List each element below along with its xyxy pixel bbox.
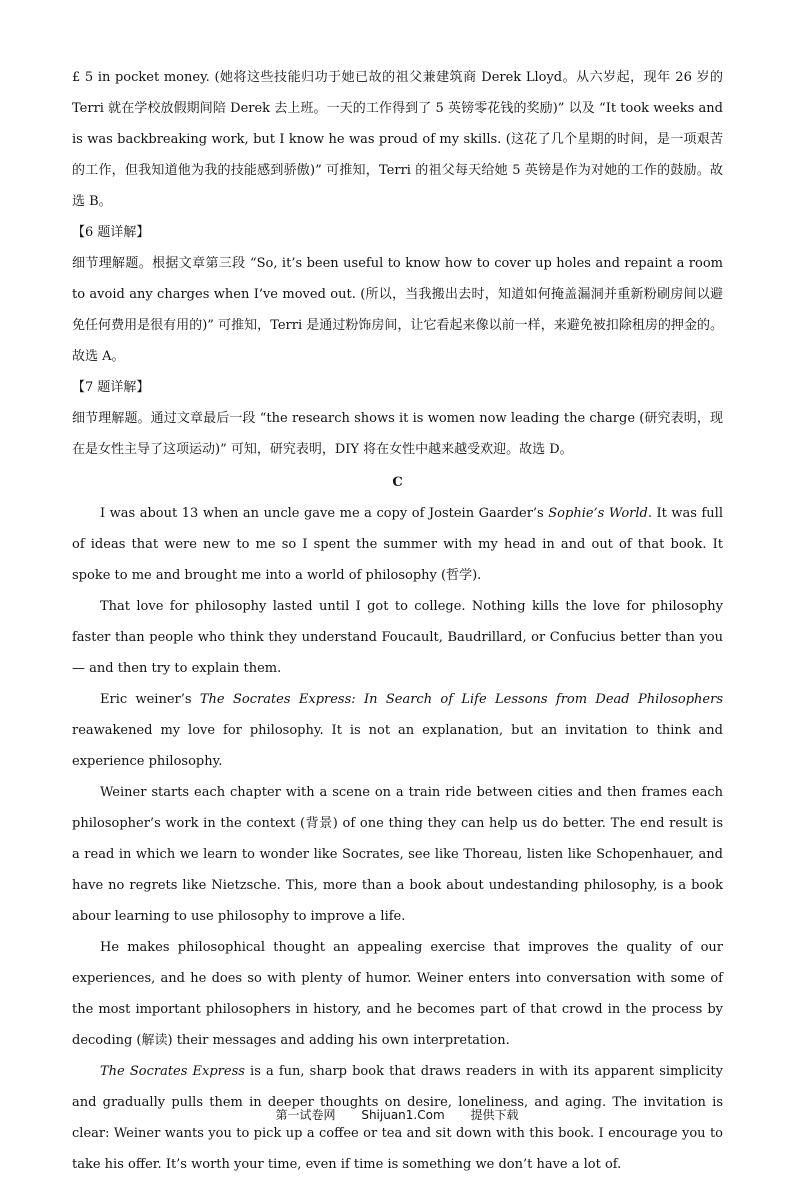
book-title-socrates-express-full: The Socrates Express: In Search of Life Lessons from Dead Philosophers	[199, 692, 723, 707]
footer-site-name: 第一试卷网	[275, 1108, 336, 1122]
book-title-socrates-express: The Socrates Express	[100, 1064, 245, 1079]
question-7-heading: 【7 题详解】	[72, 380, 150, 395]
page-footer	[0, 1106, 794, 1123]
book-title-sophies-world: Sophie’s World	[548, 506, 648, 521]
question-6-explanation: 细节理解题。根据文章第三段 “So, it’s been useful to know how to cover up holes and repaint a room to avoid any charges when I’ve moved out. (所以，当我搬出去时，知道如何掩盖漏洞并重新粉刷房间以避免任何费用是很有用的)” 可推知，Terri 是通过粉饰房间，让它看起来像以前一样，来避免被扣除租房的押金的。故选 A。	[72, 256, 723, 364]
passage-paragraph-1-end: . It was full of ideas that were new to me so I spent the summer with my head in and out of that book. It spoke to me and brought me into a world of philosophy (哲学).	[72, 506, 723, 583]
passage-paragraph-3-start: Eric weiner’s	[100, 692, 200, 707]
passage-paragraph-5: He makes philosophical thought an appealing exercise that improves the quality of our experiences, and he does so with plenty of humor. Weiner enters into conversation with some of the most important philosophers in history, and he becomes part of that crowd in the process by decoding (解读) their messages and adding his own interpretation.	[72, 940, 723, 1048]
passage-paragraph-4: Weiner starts each chapter with a scene on a train ride between cities and then frames each philosopher’s work in the context (背景) of one thing they can help us do better. The end result is a read in which we learn to wonder like Socrates, see like Thoreau, listen like Schopenhauer, and have no regrets like Nietzsche. This, more than a book about undestanding philosophy, is a book abour learning to use philosophy to improve a life.	[72, 785, 723, 924]
footer-site-url: Shijuan1.Com	[361, 1108, 445, 1122]
passage-paragraph-1	[72, 498, 723, 591]
passage-paragraph-3	[72, 684, 723, 777]
section-c-title: C	[392, 475, 403, 490]
answer-explanation-5-continued: £ 5 in pocket money. (她将这些技能归功于她已故的祖父兼建筑商 Derek Lloyd。从六岁起，现年 26 岁的 Terri 就在学校放假期间陪 Derek 去上班。一天的工作得到了 5 英镑零花钱的奖励)” 以及 “It took weeks and is was backbreaking work, but I know he was proud of my skills. (这花了几个星期的时间，是一项艰苦的工作，但我知道他为我的技能感到骄傲)” 可推知，Terri 的祖父每天给她 5 英镑是作为对她的工作的鼓励。故选 B。	[72, 70, 723, 209]
document-content	[72, 62, 723, 1180]
question-6-heading: 【6 题详解】	[72, 225, 150, 240]
footer-tagline: 提供下载	[470, 1108, 519, 1122]
passage-paragraph-2: That love for philosophy lasted until I got to college. Nothing kills the love for philosophy faster than people who think they understand Foucault, Baudrillard, or Confucius better than you — and then try to explain them.	[72, 599, 723, 676]
passage-paragraph-3-end: reawakened my love for philosophy. It is not an explanation, but an invitation to think and experience philosophy.	[72, 723, 723, 769]
question-7-explanation: 细节理解题。通过文章最后一段 “the research shows it is women now leading the charge (研究表明，现在是女性主导了这项运动)” 可知，研究表明，DIY 将在女性中越来越受欢迎。故选 D。	[72, 411, 723, 457]
passage-paragraph-6-body: is a fun, sharp book that draws readers in with its apparent simplicity and gradually pulls them in deeper thoughts on desire, loneliness, and aging. The invitation is clear: Weiner wants you to pick up a coffee or tea and sit down with this book. I encourage you to take his offer. It’s worth your time, even if time is something we don’t have a lot of.	[72, 1064, 723, 1172]
passage-paragraph-1-start: I was about 13 when an uncle gave me a copy of Jostein Gaarder’s	[100, 506, 549, 521]
